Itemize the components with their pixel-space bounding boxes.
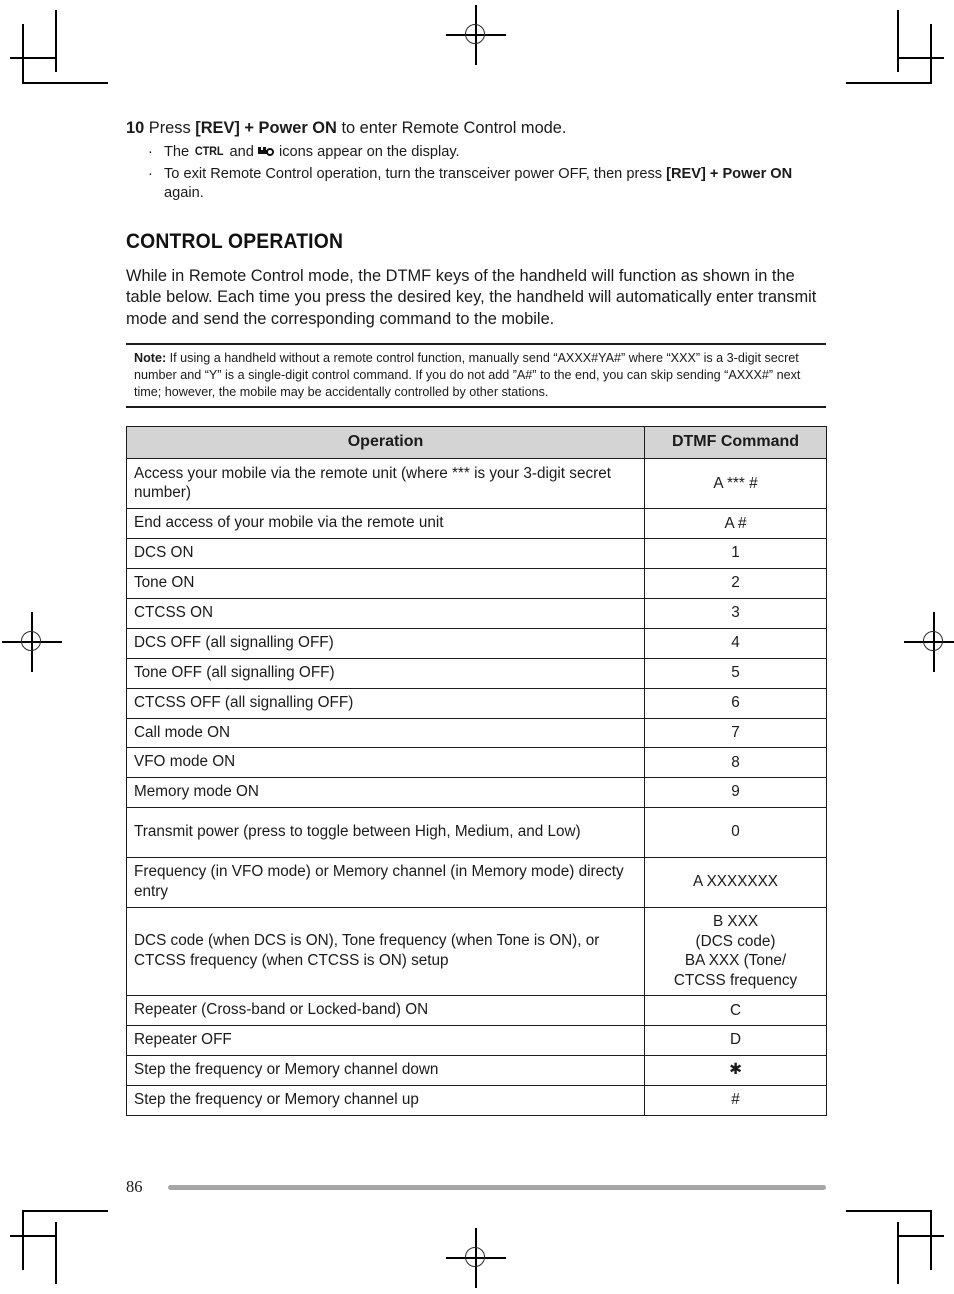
table-row (127, 996, 827, 1026)
bullet-dot-icon: · (148, 165, 153, 182)
note-text: If using a handheld without a remote control function, manually send “AXXX#YA#” where “XXX” is a 3-digit secret number and “Y” is a single-digit control command. If you do not add ”A#” to the end, you can skip sending “AXXX#” next time; however, the mobile may be accidentally controlled by other stations. (134, 351, 801, 400)
table-row (127, 459, 827, 509)
step-number: 10 (126, 119, 145, 137)
bullet-dot-icon: · (148, 144, 153, 161)
command-line: D (729, 1031, 742, 1049)
section-paragraph: While in Remote Control mode, the DTMF keys of the handheld will function as shown in the table below. Each time you press the desired key, the handheld will automatically enter transmit mode and send the corresponding command to the mobile. (126, 266, 817, 328)
content-column (126, 118, 826, 1116)
bullet-item-exit (126, 165, 826, 204)
bullet-lead-text: To exit Remote Control operation, turn the transceiver power OFF, then press (164, 165, 667, 182)
table-row (127, 599, 827, 629)
table-row (127, 539, 827, 569)
cell-operation: DCS OFF (all signalling OFF) (127, 628, 645, 658)
cell-operation: Repeater (Cross-band or Locked-band) ON (127, 996, 645, 1026)
command-line: 4 (731, 634, 740, 652)
cell-dtmf-command (645, 539, 827, 569)
command-line: 3 (731, 604, 740, 622)
cell-dtmf-command (645, 778, 827, 808)
cell-operation: CTCSS ON (127, 599, 645, 629)
cell-dtmf-command (645, 1086, 827, 1116)
cell-dtmf-command (645, 1026, 827, 1056)
cell-operation: Transmit power (press to toggle between High, Medium, and Low) (127, 808, 645, 858)
cell-operation: VFO mode ON (127, 748, 645, 778)
step-instruction (126, 118, 826, 139)
table-row (127, 858, 827, 908)
bullet-tail-text: again. (164, 185, 204, 202)
table-row (127, 1086, 827, 1116)
cell-dtmf-command (645, 808, 827, 858)
command-line: 0 (731, 823, 740, 841)
table-row (127, 718, 827, 748)
cell-dtmf-command (645, 858, 827, 908)
table-head (127, 427, 827, 459)
note-paragraph (134, 350, 826, 401)
note-box (126, 343, 826, 408)
page-number: 86 (126, 1177, 143, 1196)
table-header-row (127, 427, 827, 459)
table-row (127, 628, 827, 658)
cell-dtmf-command (645, 599, 827, 629)
command-line: 7 (731, 723, 740, 741)
cell-dtmf-command (645, 908, 827, 996)
cell-dtmf-command (645, 748, 827, 778)
table-row (127, 688, 827, 718)
cell-operation: Frequency (in VFO mode) or Memory channel (in Memory mode) directy entry (127, 858, 645, 908)
table-row (127, 808, 827, 858)
bullet-item-icons (126, 143, 826, 162)
command-line: 8 (731, 753, 740, 771)
table-row (127, 509, 827, 539)
cell-operation: Tone OFF (all signalling OFF) (127, 658, 645, 688)
cell-operation: Tone ON (127, 569, 645, 599)
column-header-dtmf-command: DTMF Command (645, 427, 827, 459)
registration-mark-top (446, 5, 506, 65)
command-line: A XXXXXXX (692, 873, 779, 891)
cell-dtmf-command (645, 718, 827, 748)
cell-operation: DCS code (when DCS is ON), Tone frequency (when Tone is ON), or CTCSS frequency (when CTCSS is ON) setup (127, 908, 645, 996)
step-text-after: to enter Remote Control mode. (336, 119, 567, 137)
command-line: CTCSS frequency (673, 971, 798, 989)
dtmf-command-table (126, 426, 827, 1116)
step-bullet-list (126, 143, 826, 203)
footer-rule (168, 1185, 826, 1190)
bullet-tail-text: icons appear on the display. (274, 144, 460, 161)
cell-operation: CTCSS OFF (all signalling OFF) (127, 688, 645, 718)
command-line: 2 (731, 574, 740, 592)
registration-mark-left (2, 612, 62, 672)
column-header-operation: Operation (127, 427, 645, 459)
note-label: Note: (134, 351, 167, 365)
command-line: B XXX (712, 913, 759, 931)
command-line: 5 (731, 663, 740, 681)
command-line: C (729, 1001, 742, 1019)
table-row (127, 748, 827, 778)
command-line: (DCS code) (695, 932, 776, 950)
cell-dtmf-command (645, 569, 827, 599)
cell-operation: Repeater OFF (127, 1026, 645, 1056)
cell-operation: Step the frequency or Memory channel up (127, 1086, 645, 1116)
cell-dtmf-command (645, 509, 827, 539)
command-line: # (731, 1091, 740, 1109)
command-line: 6 (731, 693, 740, 711)
page-footer (126, 1177, 826, 1201)
step-key-combo: [REV] + Power ON (195, 119, 337, 137)
command-line: BA XXX (Tone/ (684, 952, 787, 970)
cell-dtmf-command (645, 658, 827, 688)
table-row (127, 1056, 827, 1086)
bullet-key-combo: [REV] + Power ON (666, 165, 793, 182)
command-line: 1 (731, 544, 740, 562)
registration-mark-right (904, 612, 954, 672)
table-row (127, 908, 827, 996)
cell-operation: DCS ON (127, 539, 645, 569)
command-line: ✱ (729, 1061, 742, 1079)
bullet-mid-text: and (225, 144, 258, 161)
ctrl-icon: CTRL (195, 144, 224, 159)
cell-dtmf-command (645, 688, 827, 718)
table-row (127, 658, 827, 688)
step-text-before: Press (144, 119, 196, 137)
table-body (127, 459, 827, 1116)
cell-dtmf-command (645, 628, 827, 658)
key-icon (258, 146, 275, 157)
cell-dtmf-command (645, 459, 827, 509)
command-line: 9 (731, 783, 740, 801)
cell-dtmf-command (645, 996, 827, 1026)
cell-operation: Step the frequency or Memory channel down (127, 1056, 645, 1086)
cell-operation: Call mode ON (127, 718, 645, 748)
registration-mark-bottom (446, 1228, 506, 1288)
section-heading: CONTROL OPERATION (126, 229, 344, 253)
bullet-lead-text: The (164, 144, 194, 161)
table-row (127, 1026, 827, 1056)
cell-operation: End access of your mobile via the remote unit (127, 509, 645, 539)
cell-operation: Memory mode ON (127, 778, 645, 808)
cell-dtmf-command (645, 1056, 827, 1086)
command-line: A *** # (713, 474, 758, 492)
table-row (127, 569, 827, 599)
command-line: A # (724, 514, 747, 532)
cell-operation: Access your mobile via the remote unit (where *** is your 3-digit secret number) (127, 459, 645, 509)
table-row (127, 778, 827, 808)
